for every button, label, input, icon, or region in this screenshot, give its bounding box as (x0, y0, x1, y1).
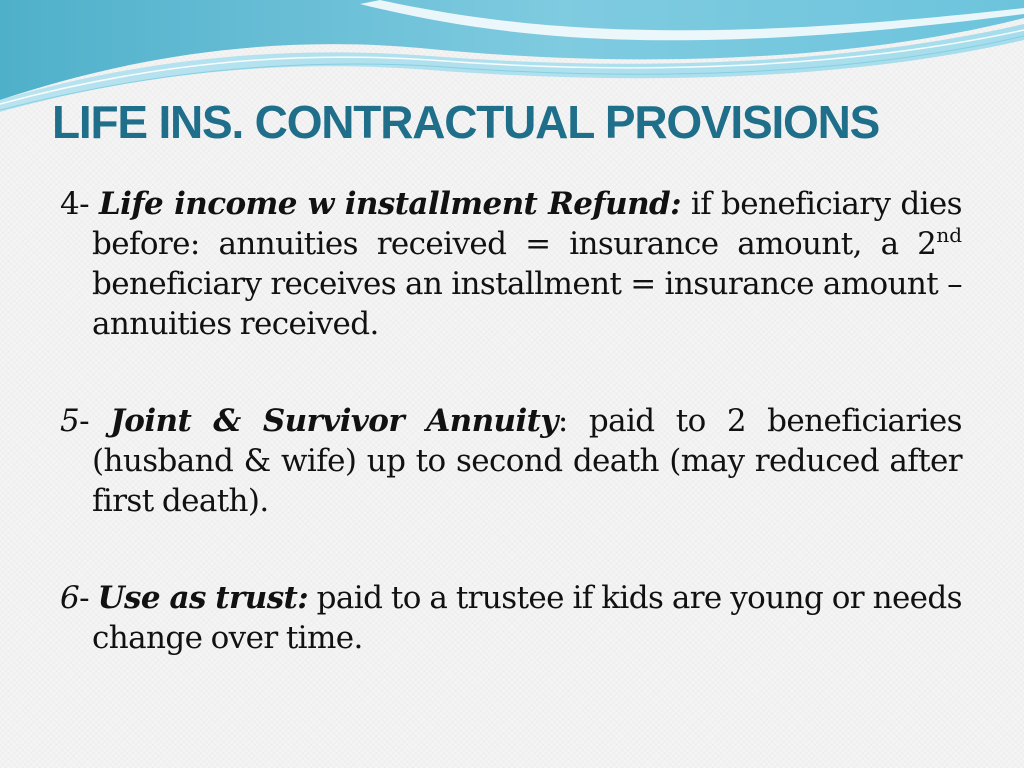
wave-band-dark (0, 0, 1024, 100)
item-text: : paid to 2 beneficiaries (husband & wife) up to second death (may reduced after first death). (92, 403, 962, 519)
item-text-continued: beneficiary receives an installment = insurance amount – annuities received. (92, 266, 962, 342)
item-text: if beneficiary dies before: annuities received = insurance amount, a 2 (92, 186, 962, 262)
item-separator: - (79, 580, 98, 616)
item-text: paid to a trustee if kids are young or needs change over time. (92, 580, 962, 656)
item-number: 4 (60, 186, 80, 222)
provision-item-6 (60, 578, 962, 658)
item-term: Joint & Survivor Annuity (110, 403, 558, 439)
item-number: 5 (60, 403, 80, 439)
slide-title: LIFE INS. CONTRACTUAL PROVISIONS (52, 96, 880, 148)
provision-item-5 (60, 401, 962, 521)
provision-item-4 (60, 184, 962, 344)
item-term: Life income w installment Refund: (98, 186, 681, 222)
provisions-list (60, 184, 962, 658)
item-term: Use as trust: (97, 580, 309, 616)
item-superscript: nd (936, 223, 962, 247)
item-separator: - (79, 186, 99, 222)
item-number: 6 (60, 580, 80, 616)
item-separator: - (79, 403, 111, 439)
